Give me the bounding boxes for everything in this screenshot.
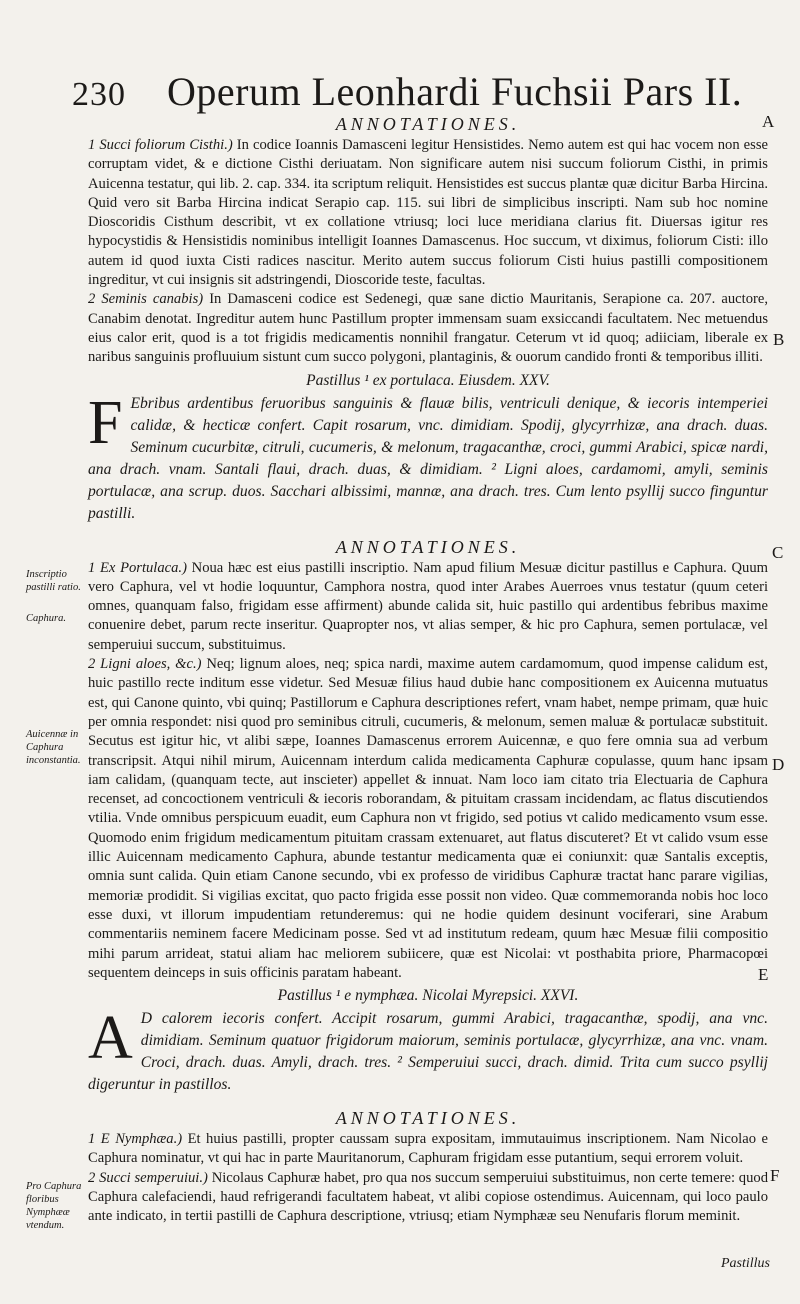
annotation-paragraph xyxy=(88,1130,768,1169)
side-note-auicennae: Auicennæ in Caphura inconstantia. xyxy=(26,729,81,766)
running-title: Operum Leonhardi Fuchsii Pars II. xyxy=(167,69,743,114)
annotations-heading: ANNOTATIONES. xyxy=(335,536,521,557)
section-marker-c: C xyxy=(772,543,784,562)
annotation-text: In codice Ioannis Damasceni legitur Hensistides. Nemo autem est qui hac vocem non esse corruptam videt, & e dictione Cisthi deriuatam. Non significare autem nisi succum foliorum Cisthi, in primis Auicenna testatur, qui lib. 2. cap. 334. ita scriptum reliquit. Hensistides est succus plantæ quæ dicitur Barba Hircina. Quid vero sit Barba Hircina indicat Serapio cap. 115. sui libri de simplicibus inscripti. Nam sub hoc nomine Dioscoridis Cisthum describit, vt ex collatione vtriusq; loci luce meridiana clarius fit. Diuersas igitur res hypocystidis & Hensistidis nominibus intelligit Ioannes Damascenus. Hoc succum, vt diximus, foliorum Cisti: illo autem id quod iuxta Cisti radices nascitur. Merito autem succus foliorum Cisti huius pastilli compositionem ingreditur, vt cui insignis sit adstringendi, Dioscoride teste, facultas. xyxy=(88,137,768,289)
section-marker-b: B xyxy=(773,330,785,349)
annotation-text: Neq; lignum aloes, neq; spica nardi, maxime autem cardamomum, quod impense calidum est, huic pastillo recte inditum esse videtur. Sed Mesuæ filius haud dubie hanc compositionem ex Auicenna mutuatus est, qui Canone quinto, vbi quinq; Pastillorum e Caphura descriptiones refert, vnam habet, nempe primam, quæ huic per omnia respondet: nisi quod pro seminibus citruli, cucumeris, & melonum, semen maluæ & portulacæ substituit. Secutus est igitur hic, vt alibi sæpe, Ioannes Damascenus errorem Auicennæ, e quo fere omnia sua ad verbum transcripsit. Atqui nihil mirum, Auicennam interdum calida medicamenta Caphuræ copulasse, quum hanc ipsam iam calidam, (quanquam tecte, aut inscieter) appellet & innuat. Nam loco iam citato tria Electuaria de Caphura recenset, ad concoctionem ventriculi & iecoris roborandam, & pituitam crassam incidendam, ac flatus discutiendos vtilia. Vnde omnibus perspicuum euadit, eum Caphura non vt frigido, sed potius vt calido medicamento vsum esse. Quomodo enim frigidum medicamentum pituitam crassam extenuaret, aut flatus discuteret? Et vt calido vsum esse illic Auicennam medicamento Caphura, abunde testantur medicamenta quæ ei coniunxit: quæ Santalis exceptis, omnia sunt calida. Quin etiam Canone secundo, vbi ex professo de viridibus Caphuræ tractat hanc parare vigilias, memoriæ prodidit. Si vigilias excitat, quo pacto frigida esse possit non video. Quæ commemoranda nobis hoc loco esse duxi, vt illorum impudentiam retunderemus: qui ne hodie quidem desinunt vociferari, sine Arabum commentariis neminem facere Medicinam posse. Sed vt ad institutum redeam, quum hæc Mesuæ filii compositio mihi parum arrideat, statui aliam hac meliorem subiicere, quæ est Nicolai: vt posthabita priore, Pharmacopœi sequentem deinceps in suis officinis paratam habeant. xyxy=(88,656,768,981)
annotation-lemma: 1 E Nymphæa.) xyxy=(88,1131,183,1148)
annotation-lemma: 2 Succi semperuiui.) xyxy=(88,1169,208,1186)
recipe-title: Pastillus ¹ e nymphæa. Nicolai Myrepsici. XXVI. xyxy=(277,987,579,1005)
annotation-paragraph xyxy=(88,559,768,655)
annotation-text: Et huius pastilli, propter caussam supra expositam, immutauimus inscriptionem. Nam Nicolao e Caphura nominatur, vt qui hac in parte Mauritanorum, Caphuram frigidam esse putantium, sequi errorem voluit. xyxy=(88,1131,768,1167)
annotation-paragraph xyxy=(88,655,768,983)
annotations-heading: ANNOTATIONES. xyxy=(335,114,521,134)
annotation-paragraph xyxy=(88,1169,768,1227)
recipe-text xyxy=(88,388,768,525)
side-note-inscriptio: Inscriptio pastilli ratio. xyxy=(26,569,81,593)
recipe-body: D calorem iecoris confert. Accipit rosarum, gummi Arabici, tragacanthæ, spodij, ana vnc. dimidiam. Seminum quatuor frigidorum maiorum, seminis portulacæ, glycyrrhizæ, ana vnc. vnam. Croci, drach. duas. Amyli, drach. tres. ² Semperuiui succi, drach. dimid. Trita cum succo psyllij digeruntur in pastillos. xyxy=(88,1010,768,1094)
annotation-lemma: 1 Succi foliorum Cisthi.) xyxy=(88,137,233,153)
catchword: Pastillus xyxy=(720,1256,770,1271)
recipe-body: Ebribus ardentibus feruoribus sanguinis & flauæ bilis, ventriculi denique, & iecoris intemperiei calidæ, & hecticæ confert. Capit rosarum, vnc. dimidiam. Spodij, glycyrrhizæ, ana drach. duas. Seminum cucurbitæ, citruli, cucumeris, & melonum, tragacanthæ, croci, gummi Arabici, spicæ nardi, ana drach. vnam. Santali flaui, drach. duas, & dimidiam. ² Ligni aloes, cardamomi, amyli, seminis portulacæ, ana scrup. duos. Sacchari albissimi, mannæ, ana drach. tres. Cum lento psyllij succo finguntur pastilli. xyxy=(88,394,768,522)
main-text xyxy=(88,112,768,1227)
annotations-heading: ANNOTATIONES. xyxy=(335,1108,521,1129)
annotation-text: Noua hæc est eius pastilli inscriptio. Nam apud filium Mesuæ dicitur pastillus e Caphura. Quum vero Caphura, vel vt hodie loquuntur, Camphora nostra, quod inter Arabes Auerroes vnus testatur (quum ceteri omnes, quanquam falso, frigidam esse affirment) abunde calida sit, huic pastillo qui ardentibus febribus maxime conuenire debet, parum recte inseritur. Quapropter nos, vt alias semper, & hic pro Caphura, semen portulacæ, vel semperuiui succum, substituimus. xyxy=(88,559,769,653)
section-marker-d: D xyxy=(772,755,785,774)
annotation-paragraph xyxy=(88,136,768,290)
page-header xyxy=(72,68,743,118)
annotation-text: Nicolaus Caphuræ habet, pro qua nos succum semperuiui substituimus, non certe temere: quod Caphura calefaciendi, haud refrigerandi facultatem habeat, vt alibi copiose ostendimus. Auicennam, qui loco paulo ante indicato, in tertii pastilli de Caphura descriptione, vtriusq; etiam Nymphææ seu Nenufaris florum meminit. xyxy=(88,1169,768,1225)
annotation-lemma: 1 Ex Portulaca.) xyxy=(88,559,187,576)
recipe-title: Pastillus ¹ ex portulaca. Eiusdem. XXV. xyxy=(306,371,550,389)
annotation-lemma: 2 Ligni aloes, &c.) xyxy=(88,656,202,673)
page-number: 230 xyxy=(72,76,126,113)
section-marker-a: A xyxy=(762,112,775,131)
drop-cap: F xyxy=(88,388,123,457)
side-note-pro-caphura: Pro Caphura floribus Nymphææ vtendum. xyxy=(26,1181,82,1231)
annotation-paragraph xyxy=(88,290,768,367)
annotation-lemma: 2 Seminis canabis) xyxy=(88,291,204,308)
section-marker-f: F xyxy=(770,1166,780,1185)
section-marker-e: E xyxy=(758,965,769,984)
recipe-text xyxy=(88,1004,768,1096)
annotation-text: In Damasceni codice est Sedenegi, quæ sane dictio Mauritanis, Serapione ca. 207. auctore, Canabim denotat. Ingreditur autem hunc Pastillum propter immensam suam exsiccandi facultatem. Nec metuendus eius calor erit, quod is a tot frigidis medicamentis nonnihil frangatur. Ceterum vt id quoq; adiiciam, liberale ex naribus sanguinis profluuium sistunt cum succo polygoni, plantaginis, & ouorum candido fronti & temporibus illiti. xyxy=(88,291,768,366)
side-note-caphura: Caphura. xyxy=(26,613,66,624)
drop-cap: A xyxy=(88,1004,133,1073)
